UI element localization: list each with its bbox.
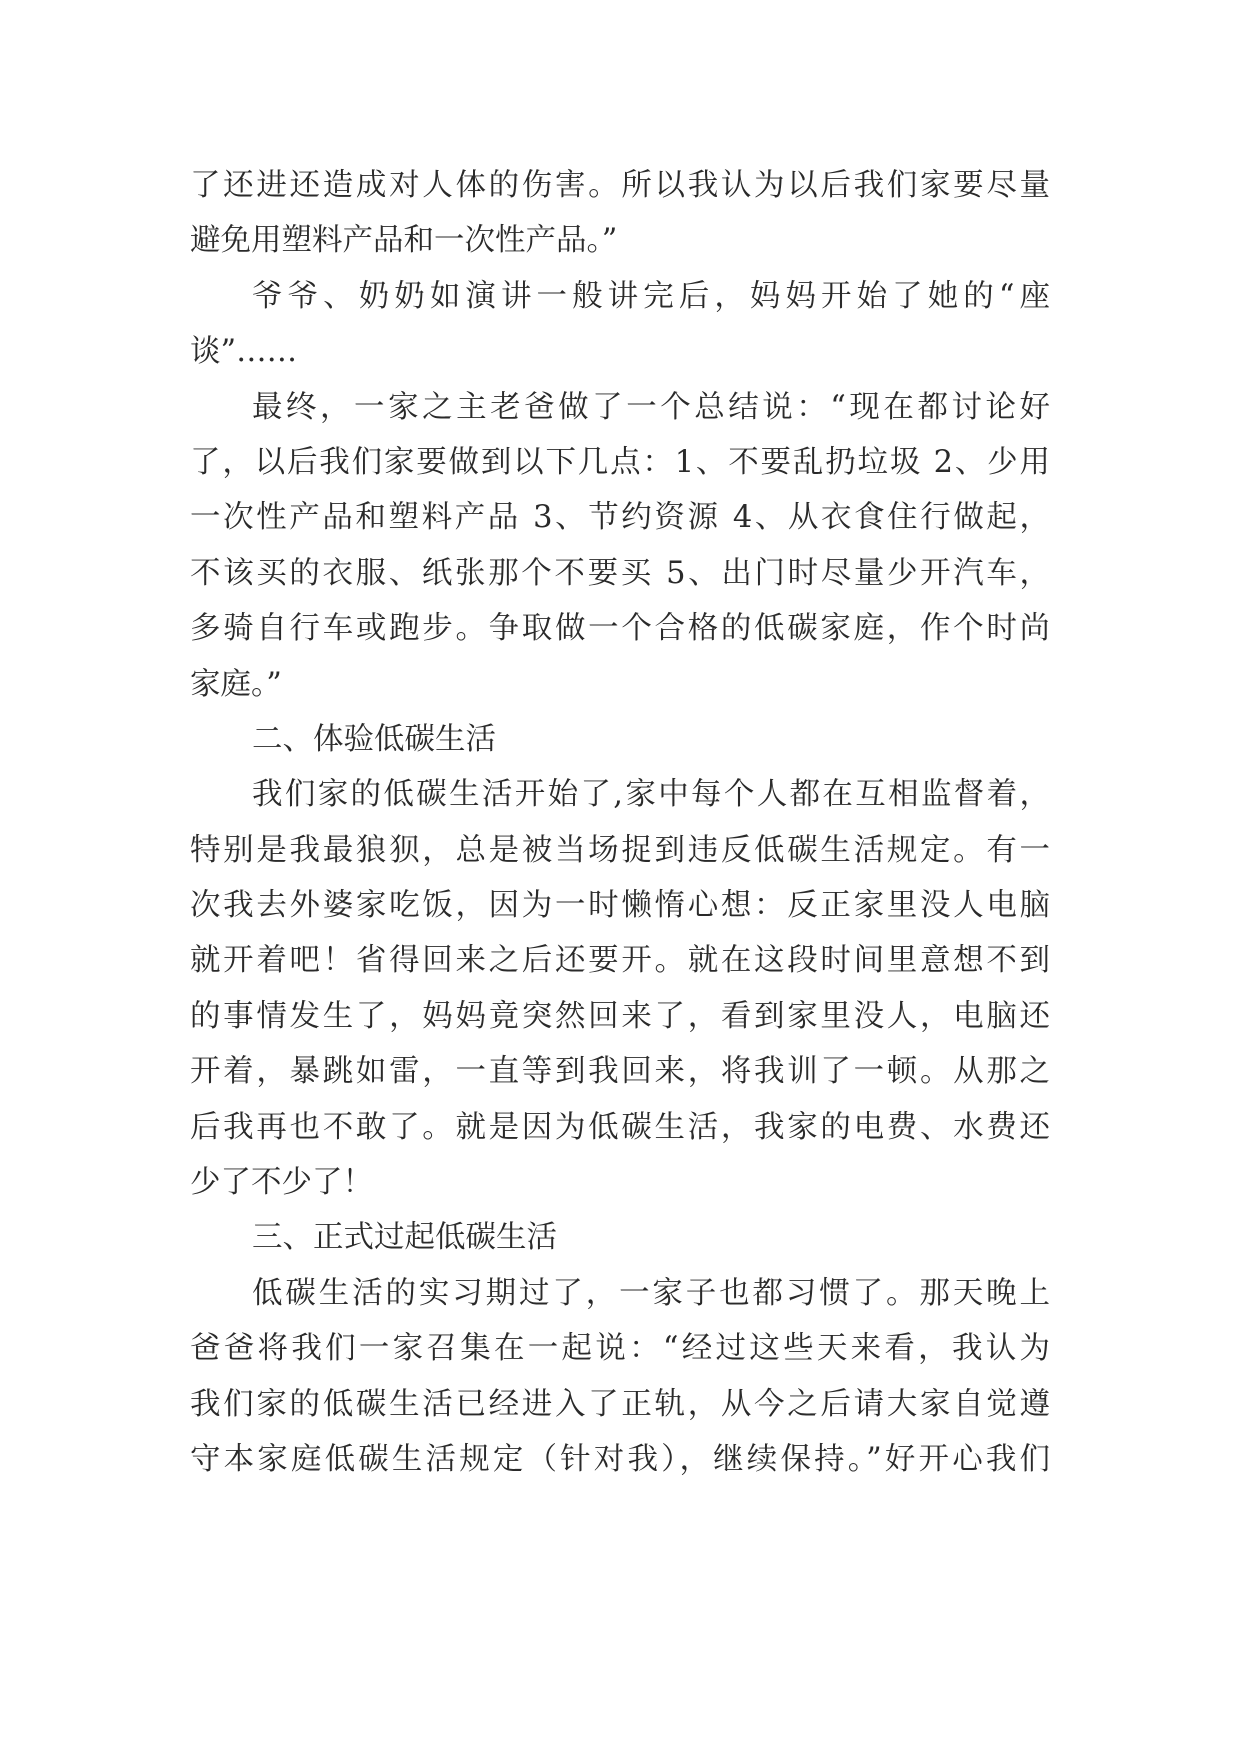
text-line: 我们家的低碳生活已经进入了正轨，从今之后请大家自觉遵 [190,1386,1050,1422]
text-line: 了，以后我们家要做到以下几点：1、不要乱扔垃圾 2、少用 [190,444,1050,480]
body-text [190,158,1050,1487]
paragraph-start-line: 最终，一家之主老爸做了一个总结说：“现在都讨论好 [252,389,1050,425]
text-line: 守本家庭低碳生活规定（针对我），继续保持。”好开心我们 [190,1441,1050,1477]
text-line: 一次性产品和塑料产品 3、节约资源 4、从衣食住行做起， [190,500,1050,536]
paragraph-start-line: 我们家的低碳生活开始了,家中每个人都在互相监督着， [252,777,1050,813]
text-line: 避免用塑料产品和一次性产品。” [190,223,618,259]
text-line: 就开着吧！省得回来之后还要开。就在这段时间里意想不到 [190,943,1050,979]
text-line: 不该买的衣服、纸张那个不要买 5、出门时尽量少开汽车， [190,555,1050,591]
paragraph-start-line: 低碳生活的实习期过了，一家子也都习惯了。那天晚上 [252,1275,1050,1311]
text-line: 少了不少了！ [190,1165,373,1201]
text-line: 了还进还造成对人体的伤害。所以我认为以后我们家要尽量 [190,168,1050,203]
text-line: 谈”…… [190,334,298,370]
text-line: 的事情发生了，妈妈竟突然回来了，看到家里没人，电脑还 [190,998,1050,1034]
section-heading: 二、体验低碳生活 [252,721,496,757]
text-line: 家庭。” [190,666,282,702]
text-line: 后我再也不敢了。就是因为低碳生活，我家的电费、水费还 [190,1109,1050,1145]
section-heading: 三、正式过起低碳生活 [252,1220,557,1256]
text-line: 特别是我最狼狈，总是被当场捉到违反低碳生活规定。有一 [190,832,1050,868]
text-line: 开着，暴跳如雷，一直等到我回来，将我训了一顿。从那之 [190,1054,1050,1090]
text-line: 多骑自行车或跑步。争取做一个合格的低碳家庭，作个时尚 [190,611,1050,647]
text-line: 次我去外婆家吃饭，因为一时懒惰心想：反正家里没人电脑 [190,888,1050,924]
text-line: 爸爸将我们一家召集在一起说：“经过这些天来看，我认为 [190,1331,1050,1367]
paragraph-start-line: 爷爷、奶奶如演讲一般讲完后，妈妈开始了她的“座 [252,278,1050,314]
